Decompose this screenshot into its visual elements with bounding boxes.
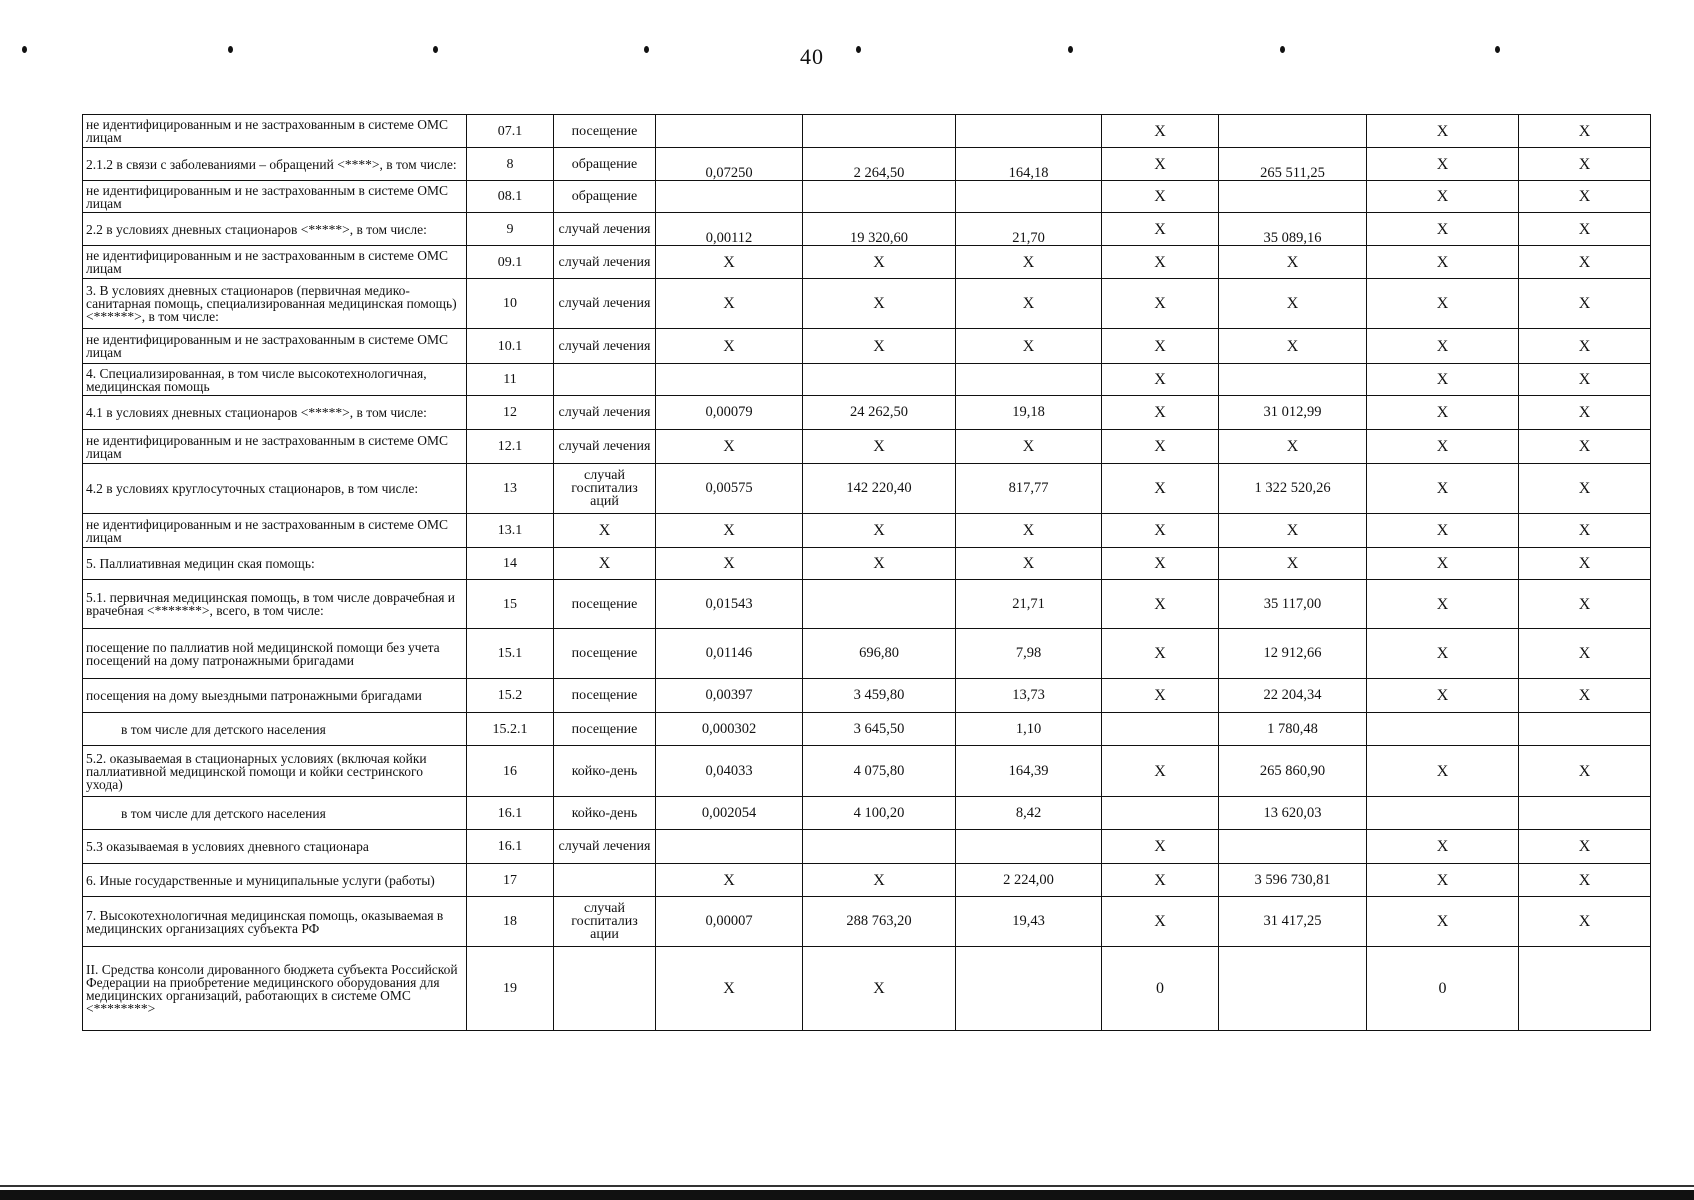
row-name: не идентифицированным и не застрахованным в системе ОМС лицам	[83, 329, 467, 364]
row-name: 5.1. первичная медицинская помощь, в том числе доврачебная и врачебная <*******>, всего, в том числе:	[83, 580, 467, 629]
cell-value: 0,002054	[656, 797, 803, 830]
cell-value: 13,73	[956, 679, 1102, 713]
cell-value: 19,18	[956, 396, 1102, 430]
cell-value	[656, 181, 803, 213]
cell-value: X	[1102, 514, 1219, 548]
cell-value	[1219, 830, 1367, 864]
scan-dot	[1495, 46, 1500, 53]
cell-value: X	[1102, 746, 1219, 797]
cell-value: X	[1102, 580, 1219, 629]
cell-value: X	[1519, 213, 1651, 246]
cell-value: X	[1519, 148, 1651, 181]
cell-value: X	[1102, 181, 1219, 213]
row-number: 19	[467, 947, 554, 1031]
row-unit: X	[554, 514, 656, 548]
cell-value: X	[1367, 115, 1519, 148]
cell-value: X	[1367, 213, 1519, 246]
scan-dot	[22, 46, 27, 53]
cell-value	[1102, 713, 1219, 746]
cell-value	[956, 115, 1102, 148]
cell-value: 2 224,00	[956, 864, 1102, 897]
row-unit: случай госпитализ аций	[554, 464, 656, 514]
cell-value: X	[1519, 364, 1651, 396]
scan-dot	[1068, 46, 1073, 53]
cell-value: X	[1367, 830, 1519, 864]
cell-value: 0,04033	[656, 746, 803, 797]
cell-value: 288 763,20	[803, 897, 956, 947]
cell-value: X	[1367, 181, 1519, 213]
cell-value: 164,18	[956, 148, 1102, 181]
cell-value: X	[1519, 430, 1651, 464]
cell-value: X	[956, 329, 1102, 364]
cell-value: 817,77	[956, 464, 1102, 514]
cell-value	[803, 364, 956, 396]
row-unit: случай лечения	[554, 830, 656, 864]
row-name: 2.1.2 в связи с заболеваниями – обращений <****>, в том числе:	[83, 148, 467, 181]
cell-value: X	[1367, 364, 1519, 396]
cell-value	[656, 364, 803, 396]
cell-value: X	[1219, 329, 1367, 364]
cell-value: X	[1367, 430, 1519, 464]
cell-value: X	[1367, 580, 1519, 629]
cell-value	[1102, 797, 1219, 830]
scan-dot	[644, 46, 649, 53]
row-name: 6. Иные государственные и муниципальные услуги (работы)	[83, 864, 467, 897]
cell-value: X	[656, 947, 803, 1031]
cell-value: X	[656, 514, 803, 548]
row-unit: посещение	[554, 115, 656, 148]
bottom-rule	[0, 1185, 1694, 1187]
row-name: в том числе для детского населения	[83, 713, 467, 746]
cell-value: X	[1519, 548, 1651, 580]
table-row	[83, 548, 1651, 580]
cell-value: 22 204,34	[1219, 679, 1367, 713]
cell-value: 164,39	[956, 746, 1102, 797]
cell-value	[956, 947, 1102, 1031]
cell-value: X	[1519, 514, 1651, 548]
table-row	[83, 430, 1651, 464]
row-number: 9	[467, 213, 554, 246]
cell-value: X	[1102, 246, 1219, 279]
cell-value: X	[1367, 679, 1519, 713]
scan-dot	[228, 46, 233, 53]
row-number: 15.2	[467, 679, 554, 713]
row-unit: случай лечения	[554, 396, 656, 430]
row-name: не идентифицированным и не застрахованным в системе ОМС лицам	[83, 514, 467, 548]
scan-dot	[856, 46, 861, 53]
row-unit	[554, 864, 656, 897]
cell-value	[956, 364, 1102, 396]
cell-value: X	[656, 329, 803, 364]
row-number: 16	[467, 746, 554, 797]
cell-value: X	[1519, 181, 1651, 213]
cell-value	[956, 181, 1102, 213]
row-name: не идентифицированным и не застрахованным в системе ОМС лицам	[83, 430, 467, 464]
cell-value	[803, 580, 956, 629]
cell-value: 1,10	[956, 713, 1102, 746]
row-unit: койко-день	[554, 746, 656, 797]
cell-value: 12 912,66	[1219, 629, 1367, 679]
table-row	[83, 396, 1651, 430]
row-name: не идентифицированным и не застрахованным в системе ОМС лицам	[83, 115, 467, 148]
row-name: II. Средства консоли дированного бюджета субъекта Российской Федерации на приобретение медицинского оборудования для медицинских организаций, работающих в системе ОМС <********>	[83, 947, 467, 1031]
cell-value: 0,00575	[656, 464, 803, 514]
cell-value: X	[803, 246, 956, 279]
cell-value: 0,00007	[656, 897, 803, 947]
row-number: 16.1	[467, 797, 554, 830]
row-name: посещения на дому выездными патронажными бригадами	[83, 679, 467, 713]
cell-value	[1219, 115, 1367, 148]
cell-value: X	[1367, 464, 1519, 514]
row-name: посещение по паллиатив ной медицинской помощи без учета посещений на дому патронажными бригадами	[83, 629, 467, 679]
row-unit: посещение	[554, 629, 656, 679]
cell-value: X	[1219, 246, 1367, 279]
cell-value: 3 645,50	[803, 713, 956, 746]
cell-value: 35 089,16	[1219, 213, 1367, 246]
row-number: 15	[467, 580, 554, 629]
row-unit: случай лечения	[554, 430, 656, 464]
cell-value: X	[1102, 464, 1219, 514]
cell-value: 0,01543	[656, 580, 803, 629]
cell-value: 21,71	[956, 580, 1102, 629]
table-row	[83, 797, 1651, 830]
cell-value: 0,00112	[656, 213, 803, 246]
row-number: 11	[467, 364, 554, 396]
row-name: 2.2 в условиях дневных стационаров <*****>, в том числе:	[83, 213, 467, 246]
row-name: 7. Высокотехнологичная медицинская помощь, оказываемая в медицинских организациях субъекта РФ	[83, 897, 467, 947]
cell-value: X	[1367, 897, 1519, 947]
row-number: 08.1	[467, 181, 554, 213]
cell-value: X	[1519, 830, 1651, 864]
row-unit: случай лечения	[554, 246, 656, 279]
table-row	[83, 713, 1651, 746]
cell-value: X	[1519, 580, 1651, 629]
table-row	[83, 364, 1651, 396]
row-number: 15.1	[467, 629, 554, 679]
cell-value: X	[1102, 679, 1219, 713]
cell-value: 1 322 520,26	[1219, 464, 1367, 514]
table-row	[83, 329, 1651, 364]
cell-value: X	[1519, 746, 1651, 797]
row-name: 5. Паллиативная медицин ская помощь:	[83, 548, 467, 580]
cell-value: X	[1102, 830, 1219, 864]
cell-value: X	[1367, 329, 1519, 364]
page-number: 40	[800, 44, 824, 69]
cell-value: X	[1102, 364, 1219, 396]
cell-value: 21,70	[956, 213, 1102, 246]
row-unit	[554, 947, 656, 1031]
table-row	[83, 746, 1651, 797]
cell-value: 8,42	[956, 797, 1102, 830]
table-row	[83, 897, 1651, 947]
table-row	[83, 580, 1651, 629]
cell-value: X	[1519, 629, 1651, 679]
cell-value: X	[1102, 329, 1219, 364]
table-row	[83, 213, 1651, 246]
cell-value: X	[1519, 115, 1651, 148]
cell-value: 142 220,40	[803, 464, 956, 514]
row-name: 3. В условиях дневных стационаров (первичная медико-санитарная помощь, специализированная медицинская помощь) <******>, в том числе:	[83, 279, 467, 329]
table-row	[83, 864, 1651, 897]
cell-value: X	[803, 514, 956, 548]
row-unit: посещение	[554, 713, 656, 746]
cell-value: X	[1519, 679, 1651, 713]
cell-value	[1219, 181, 1367, 213]
row-number: 10	[467, 279, 554, 329]
table-row	[83, 947, 1651, 1031]
cell-value	[1519, 797, 1651, 830]
cell-value: 0	[1102, 947, 1219, 1031]
cell-value: X	[803, 864, 956, 897]
cell-value: X	[1367, 279, 1519, 329]
cell-value: 0,01146	[656, 629, 803, 679]
row-unit: случай лечения	[554, 279, 656, 329]
row-unit: обращение	[554, 181, 656, 213]
cell-value: 19 320,60	[803, 213, 956, 246]
cell-value: 0,00079	[656, 396, 803, 430]
cell-value: 31 012,99	[1219, 396, 1367, 430]
row-name: не идентифицированным и не застрахованным в системе ОМС лицам	[83, 181, 467, 213]
cell-value: X	[1219, 548, 1367, 580]
cell-value: X	[1519, 329, 1651, 364]
cell-value: X	[1367, 246, 1519, 279]
cell-value: 0,07250	[656, 148, 803, 181]
cell-value	[803, 830, 956, 864]
row-name: в том числе для детского населения	[83, 797, 467, 830]
cell-value: X	[1102, 864, 1219, 897]
cell-value: X	[956, 246, 1102, 279]
row-number: 17	[467, 864, 554, 897]
table-row	[83, 514, 1651, 548]
cell-value: 0	[1367, 947, 1519, 1031]
cell-value: X	[956, 548, 1102, 580]
cell-value: X	[1102, 548, 1219, 580]
scan-dot	[433, 46, 438, 53]
cell-value: 265 511,25	[1219, 148, 1367, 181]
cell-value: X	[656, 279, 803, 329]
cell-value: 3 459,80	[803, 679, 956, 713]
row-name: 5.3 оказываемая в условиях дневного стационара	[83, 830, 467, 864]
row-number: 13	[467, 464, 554, 514]
cell-value: X	[956, 514, 1102, 548]
cell-value: 1 780,48	[1219, 713, 1367, 746]
cell-value: 4 100,20	[803, 797, 956, 830]
cell-value: X	[803, 279, 956, 329]
cell-value: 265 860,90	[1219, 746, 1367, 797]
cell-value: X	[1519, 864, 1651, 897]
cell-value: X	[956, 430, 1102, 464]
row-unit: случай лечения	[554, 329, 656, 364]
data-table	[82, 114, 1651, 1031]
table-row	[83, 629, 1651, 679]
cell-value: X	[1102, 897, 1219, 947]
cell-value: X	[1367, 148, 1519, 181]
row-name: 5.2. оказываемая в стационарных условиях (включая койки паллиативной медицинской помощи и койки сестринского ухода)	[83, 746, 467, 797]
table-row	[83, 464, 1651, 514]
cell-value	[1367, 797, 1519, 830]
row-number: 15.2.1	[467, 713, 554, 746]
cell-value	[1219, 364, 1367, 396]
row-number: 12.1	[467, 430, 554, 464]
cell-value	[656, 115, 803, 148]
row-unit: койко-день	[554, 797, 656, 830]
cell-value: 13 620,03	[1219, 797, 1367, 830]
cell-value: X	[1367, 396, 1519, 430]
table-row	[83, 181, 1651, 213]
cell-value: X	[1519, 396, 1651, 430]
row-number: 09.1	[467, 246, 554, 279]
cell-value	[656, 830, 803, 864]
row-number: 8	[467, 148, 554, 181]
cell-value	[803, 115, 956, 148]
cell-value: X	[1102, 396, 1219, 430]
cell-value: X	[1367, 864, 1519, 897]
cell-value: X	[1367, 629, 1519, 679]
cell-value: X	[1519, 279, 1651, 329]
cell-value: X	[656, 548, 803, 580]
bottom-border	[0, 1190, 1694, 1200]
cell-value: X	[1102, 115, 1219, 148]
row-number: 07.1	[467, 115, 554, 148]
cell-value: X	[803, 430, 956, 464]
cell-value	[803, 181, 956, 213]
cell-value: X	[1367, 548, 1519, 580]
cell-value: X	[1102, 430, 1219, 464]
cell-value: 0,00397	[656, 679, 803, 713]
table-body	[83, 115, 1651, 1031]
row-unit: случай госпитализ ации	[554, 897, 656, 947]
row-number: 18	[467, 897, 554, 947]
cell-value: X	[1219, 430, 1367, 464]
table-row	[83, 246, 1651, 279]
cell-value: X	[1367, 746, 1519, 797]
row-unit: случай лечения	[554, 213, 656, 246]
cell-value	[1219, 947, 1367, 1031]
row-unit: обращение	[554, 148, 656, 181]
cell-value: 35 117,00	[1219, 580, 1367, 629]
cell-value: 0,000302	[656, 713, 803, 746]
row-name: 4.1 в условиях дневных стационаров <*****>, в том числе:	[83, 396, 467, 430]
cell-value: X	[656, 430, 803, 464]
cell-value: X	[1102, 148, 1219, 181]
cell-value: X	[1219, 279, 1367, 329]
row-number: 12	[467, 396, 554, 430]
cell-value: X	[1519, 464, 1651, 514]
table-row	[83, 148, 1651, 181]
row-number: 16.1	[467, 830, 554, 864]
cell-value: 31 417,25	[1219, 897, 1367, 947]
table-row	[83, 679, 1651, 713]
cell-value: X	[1519, 897, 1651, 947]
cell-value	[1367, 713, 1519, 746]
cell-value: X	[803, 329, 956, 364]
row-name: не идентифицированным и не застрахованным в системе ОМС лицам	[83, 246, 467, 279]
table-row	[83, 830, 1651, 864]
row-unit: X	[554, 548, 656, 580]
cell-value: X	[1102, 213, 1219, 246]
cell-value: 696,80	[803, 629, 956, 679]
cell-value	[1519, 947, 1651, 1031]
cell-value	[1519, 713, 1651, 746]
cell-value	[956, 830, 1102, 864]
row-number: 10.1	[467, 329, 554, 364]
cell-value: X	[1102, 629, 1219, 679]
cell-value: 19,43	[956, 897, 1102, 947]
cell-value: 3 596 730,81	[1219, 864, 1367, 897]
cell-value: X	[803, 548, 956, 580]
row-number: 14	[467, 548, 554, 580]
cell-value: X	[1367, 514, 1519, 548]
table-row	[83, 115, 1651, 148]
table-row	[83, 279, 1651, 329]
row-unit	[554, 364, 656, 396]
cell-value: 2 264,50	[803, 148, 956, 181]
cell-value: 7,98	[956, 629, 1102, 679]
cell-value: X	[956, 279, 1102, 329]
row-unit: посещение	[554, 580, 656, 629]
cell-value: X	[1102, 279, 1219, 329]
row-unit: посещение	[554, 679, 656, 713]
row-number: 13.1	[467, 514, 554, 548]
cell-value: X	[1519, 246, 1651, 279]
row-name: 4. Специализированная, в том числе высокотехнологичная, медицинская помощь	[83, 364, 467, 396]
row-name: 4.2 в условиях круглосуточных стационаров, в том числе:	[83, 464, 467, 514]
scan-dot	[1280, 46, 1285, 53]
cell-value: X	[656, 864, 803, 897]
cell-value: X	[803, 947, 956, 1031]
cell-value: X	[656, 246, 803, 279]
cell-value: 4 075,80	[803, 746, 956, 797]
cell-value: 24 262,50	[803, 396, 956, 430]
cell-value: X	[1219, 514, 1367, 548]
